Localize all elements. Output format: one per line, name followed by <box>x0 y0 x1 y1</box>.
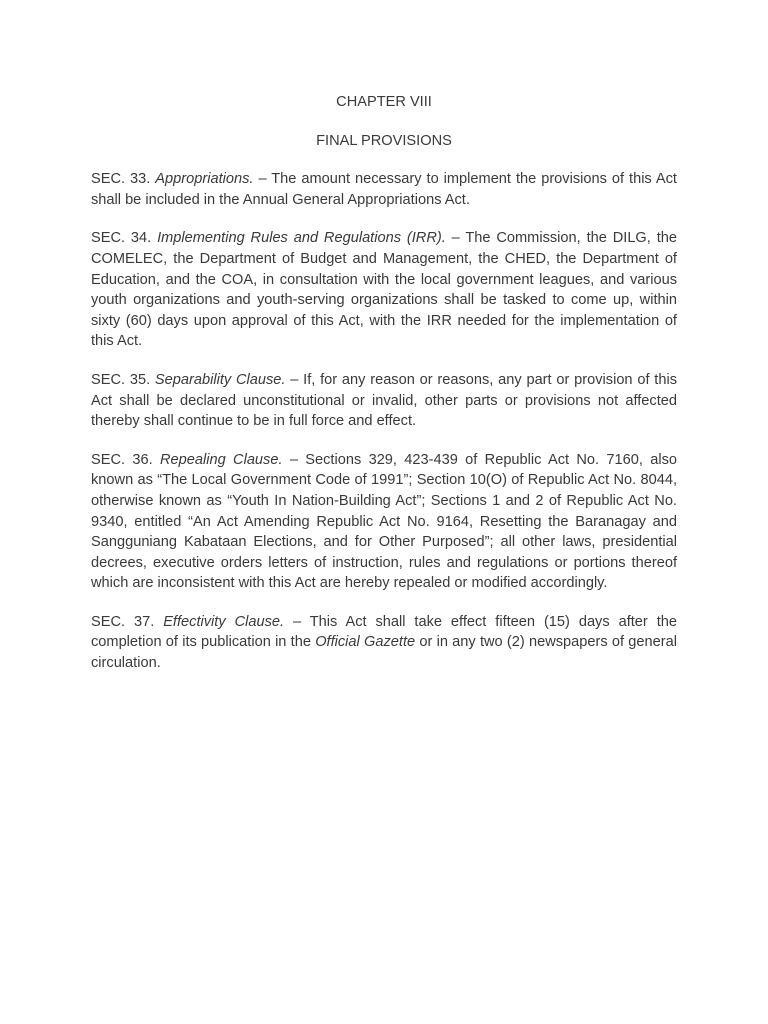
section-number: SEC. 35. <box>91 371 155 388</box>
section-number: SEC. 36. <box>91 451 160 468</box>
section-title: Appropriations. <box>155 171 254 188</box>
section-body-end: or in any two (2) newspapers of general circulation. <box>91 634 677 672</box>
section-title: Repealing Clause. <box>160 451 283 468</box>
section-number: SEC. 34. <box>91 230 158 247</box>
section-title: Effectivity Clause. <box>163 613 285 630</box>
section-35 <box>91 370 677 432</box>
section-title: Implementing Rules and Regulations (IRR). <box>157 230 446 247</box>
document-page <box>91 92 677 692</box>
section-body: – Sections 329, 423-439 of Republic Act No. 7160, also known as “The Local Government Code of 1991”; Section 10(O) of Republic Act No. 8044, otherwise known as “Youth In Nation-Building Act”; Sections 1 and 2 of Republic Act No. 9340, entitled “An Act Amending Republic Act No. 9164, Resetting the Baranagay and Sangguniang Kabataan Elections, and for Other Purposed”; all other laws, presidential decrees, executive orders letters of instruction, rules and regulations or portions thereof which are inconsistent with this Act are hereby repealed or modified accordingly. <box>91 451 677 592</box>
chapter-title: CHAPTER VIII <box>336 94 432 110</box>
section-body: – The Commission, the DILG, the COMELEC, the Department of Budget and Management, the CHED, the Department of Education, and the COA, in consultation with the local government leagues, and various youth organizations and youth-serving organizations shall be tasked to come up, within sixty (60) days upon approval of this Act, with the IRR needed for the implementation of this Act. <box>91 230 677 350</box>
section-33 <box>91 169 677 210</box>
section-number: SEC. 33. <box>91 171 156 188</box>
chapter-heading: FINAL PROVISIONS <box>316 132 452 149</box>
section-36 <box>91 450 677 594</box>
section-body: – The amount necessary to implement the provisions of this Act shall be included in the Annual General Appropriations Act. <box>91 171 677 208</box>
section-37 <box>91 612 677 674</box>
official-gazette-reference: Official Gazette <box>315 634 416 651</box>
section-body: – If, for any reason or reasons, any part or provision of this Act shall be declared unconstitutional or invalid, other parts or provisions not affected thereby shall continue to be in full force and effect. <box>91 371 677 430</box>
section-title: Separability Clause. <box>154 371 286 388</box>
section-34 <box>91 228 677 352</box>
section-number: SEC. 37. <box>91 613 164 630</box>
section-body: – This Act shall take effect fifteen (15) days after the completion of its publication in the <box>91 613 677 651</box>
